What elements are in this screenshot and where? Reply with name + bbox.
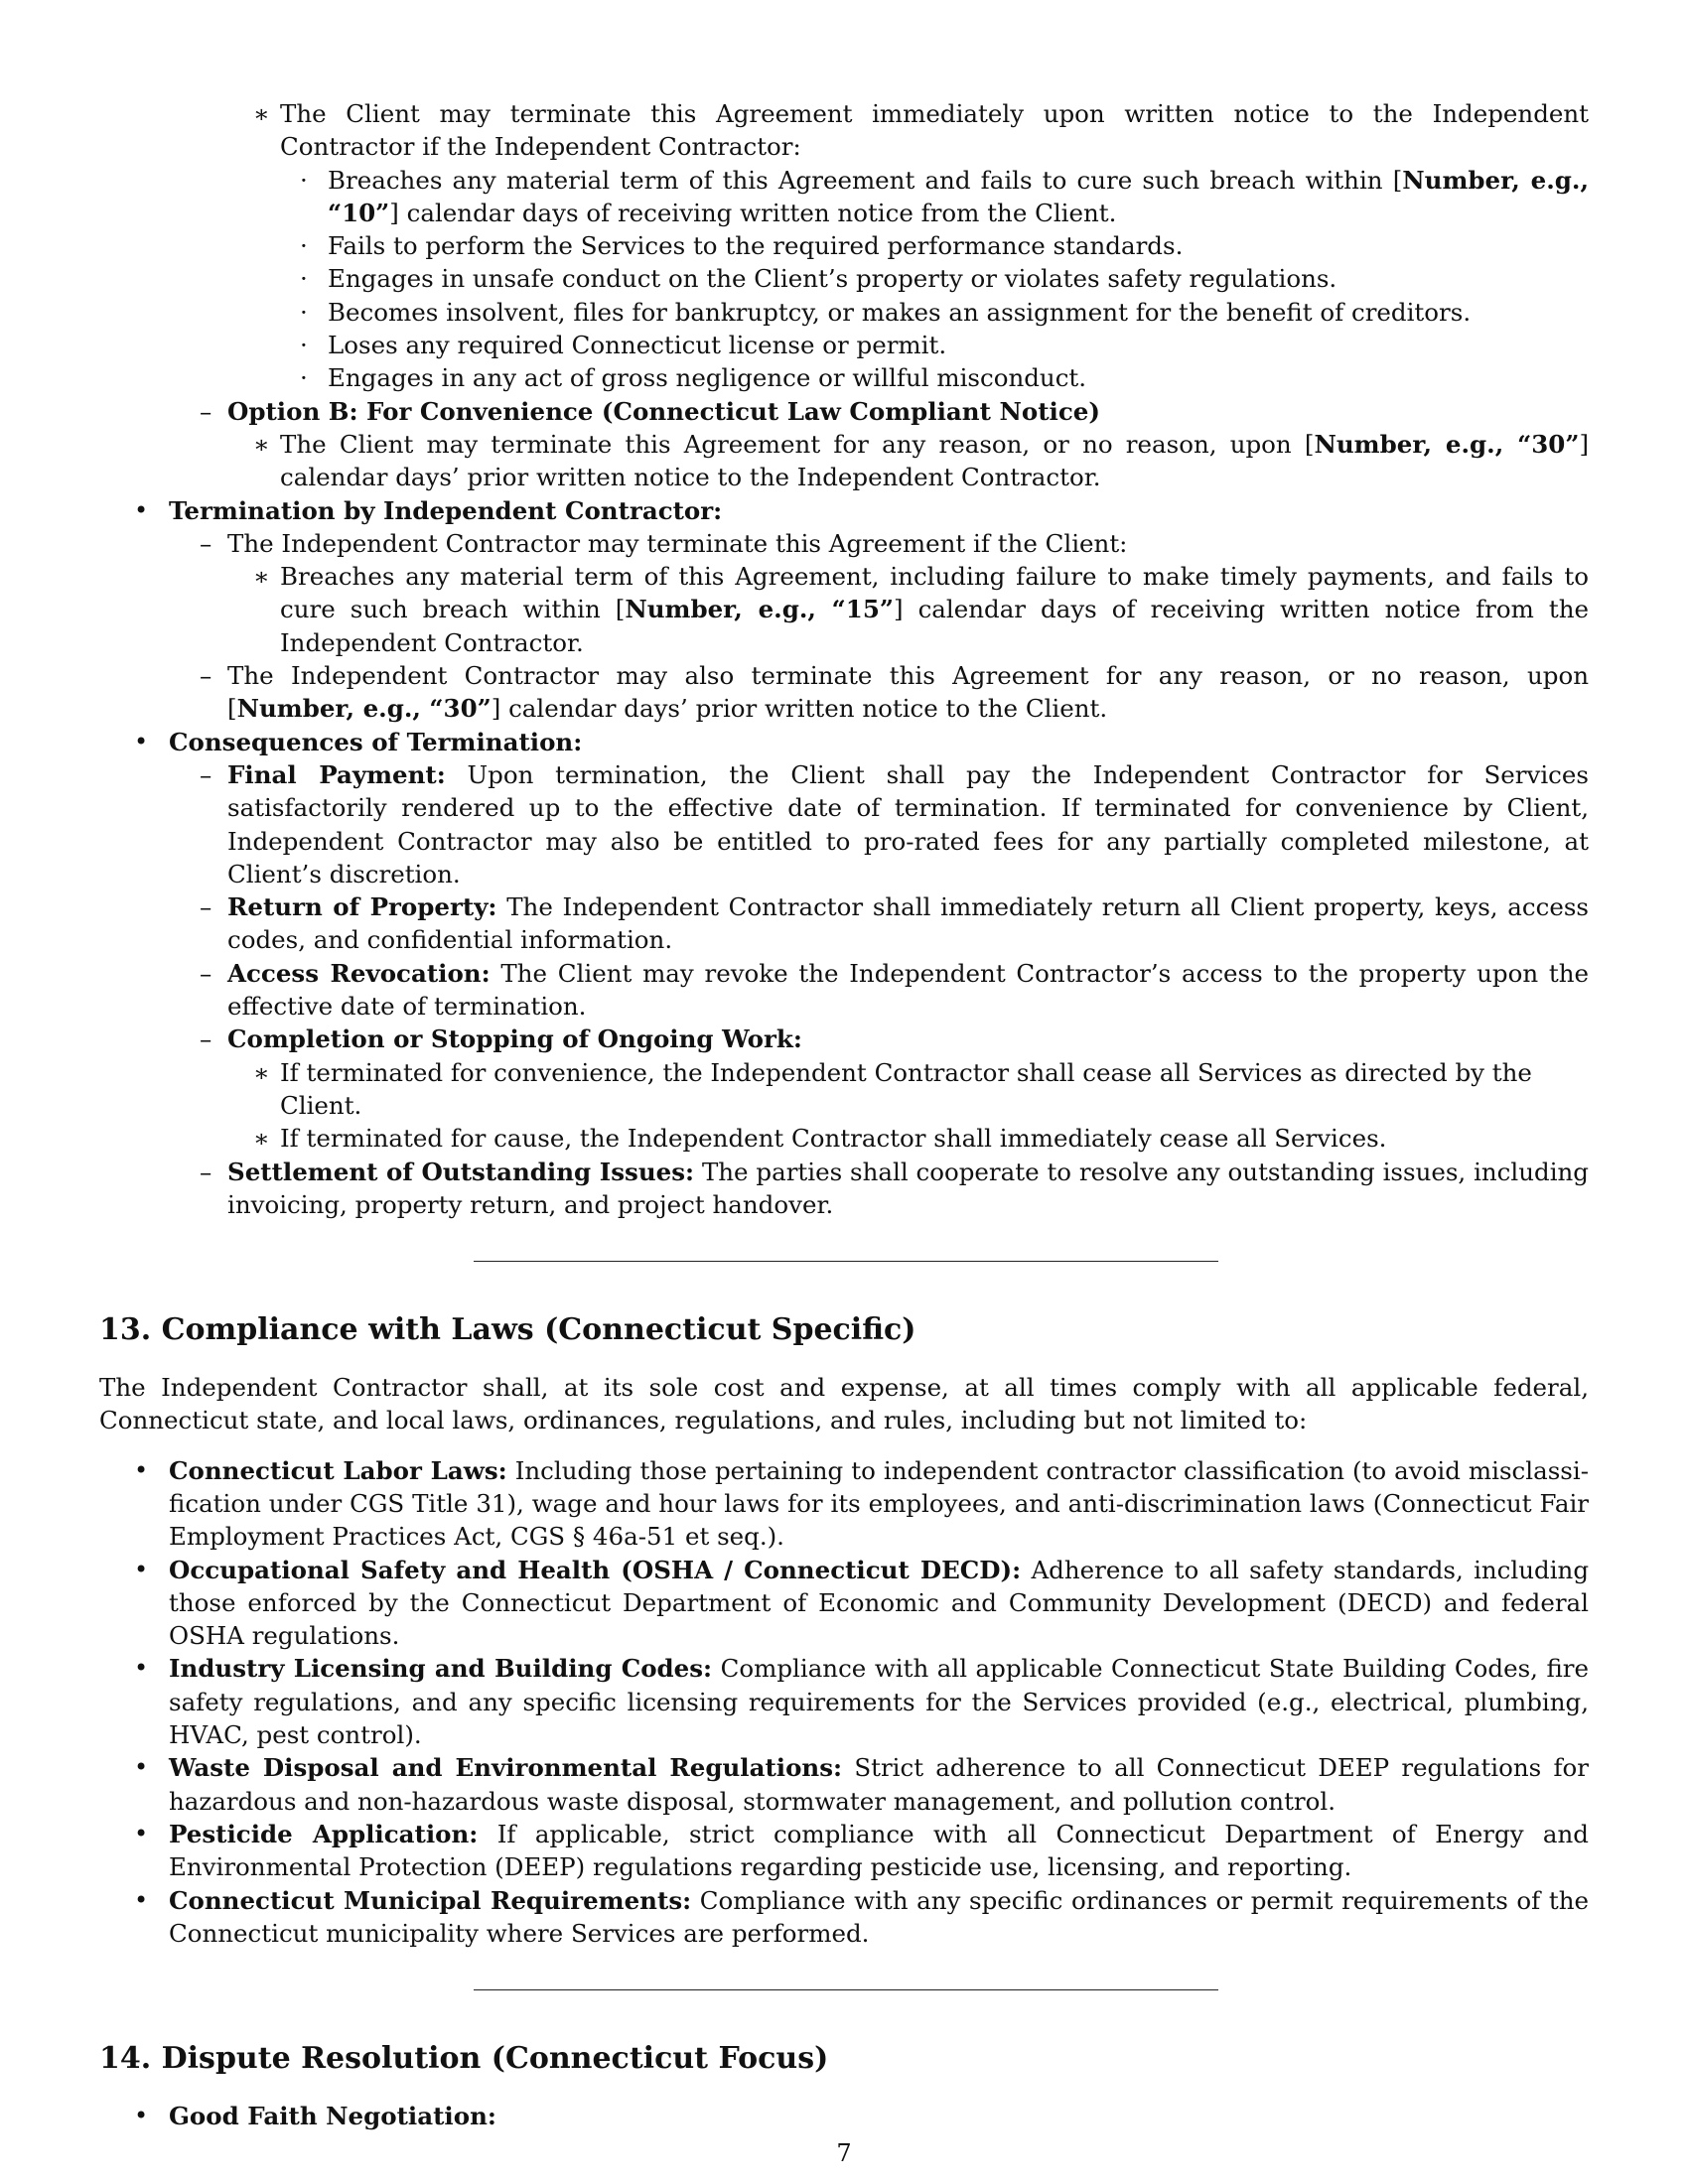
item-label: Good Faith Negotiation: — [169, 2102, 496, 2131]
bullet-marker: • — [134, 1455, 149, 1484]
dot-marker: · — [300, 264, 308, 294]
asterisk-marker: ∗ — [253, 99, 270, 128]
page-number: 7 — [836, 2139, 852, 2167]
item-text: The parties shall cooperate to resolve any outstanding issues, including invoicing, property return, and project handover. — [227, 1157, 1589, 1219]
item-label: Waste Disposal and Environmental Regulations: — [169, 1753, 843, 1783]
reason-text: Loses any required Connecticut license or permit. — [328, 331, 947, 360]
dash-marker: – — [200, 396, 212, 426]
section-14-heading: 14. Dispute Resolution (Connecticut Focus) — [99, 2041, 829, 2077]
item-label: Settlement of Outstanding Issues: — [227, 1157, 695, 1186]
asterisk-marker: ∗ — [253, 1057, 270, 1087]
dash-marker: – — [200, 1024, 212, 1054]
item-text: The Independent Contractor shall immediately return all Client property, keys, access codes, and confidential information. — [227, 892, 1589, 955]
list-item-contractor-reason — [99, 560, 1589, 659]
list-item-compliance — [99, 1454, 1589, 1554]
dot-marker: · — [300, 363, 308, 393]
item-label: Occupational Safety and Health (OSHA / Connecticut DECD): — [169, 1555, 1022, 1584]
option-b-heading: Option B: For Convenience (Connecticut Law Compliant Notice) — [227, 396, 1100, 426]
item-label: Completion or Stopping of Ongoing Work: — [227, 1024, 802, 1054]
list-item-option-b-text — [99, 428, 1589, 494]
list-item-compliance — [99, 1884, 1589, 1951]
item-text: Including those pertaining to independent contractor classification (to avoid misclassi-fication under CGS Title 31), wage and hour laws for its employees, and anti-discrimination laws (Connecticut Fair Employment Practices Act, CGS § 46a-51 et seq.). — [169, 1455, 1589, 1552]
option-b-text: ] calendar days’ prior written notice to the Independent Contractor. — [280, 429, 1590, 492]
bullet-marker: • — [134, 1753, 149, 1782]
item-text: If applicable, strict compliance with all Connecticut Department of Energy and Environmental Protection (DEEP) regulations regarding pesticide use, licensing, and reporting. — [169, 1819, 1589, 1882]
dot-marker: · — [300, 165, 308, 195]
contractor-intro-text: The Independent Contractor may terminate this Agreement if the Client: — [227, 528, 1128, 558]
reason-text: ] calendar days of receiving written notice from the Client. — [389, 198, 1117, 227]
list-item-ongoing-work — [99, 1023, 1589, 1055]
item-text: Compliance with all applicable Connecticut State Building Codes, fire safety regulations, and any specific licensing requirements for the Services provided (e.g., electrical, plumbing, HVAC, pest control). — [169, 1654, 1589, 1750]
dash-marker: – — [200, 759, 212, 789]
list-item-settlement — [99, 1156, 1589, 1222]
bullet-marker: • — [134, 2102, 149, 2130]
list-item-compliance — [99, 1652, 1589, 1751]
list-item-reason — [99, 361, 1589, 394]
bullet-marker: • — [134, 1819, 149, 1847]
item-label: Return of Property: — [227, 892, 497, 922]
list-item-reason — [99, 164, 1589, 230]
bullet-marker: • — [134, 1555, 149, 1583]
contractor-reason-text: Breaches any material term of this Agreement, including failure to make timely payments, and fails to cure such breach within [ — [280, 562, 1589, 624]
dash-marker: – — [200, 1157, 212, 1186]
option-b-text: The Client may terminate this Agreement for any reason, or no reason, upon [ — [280, 429, 1315, 459]
item-text: Compliance with any specific ordinances or permit requirements of the Connecticut municipality where Services are performed. — [169, 1885, 1589, 1948]
placeholder-number: Number, e.g., “10” — [328, 165, 1589, 227]
reason-text: Fails to perform the Services to the required performance standards. — [328, 231, 1184, 261]
cause-item-text: The Client may terminate this Agreement immediately upon written notice to the Independent Contractor if the Independent Contractor: — [280, 99, 1589, 162]
list-item-reason — [99, 262, 1589, 295]
contractor-convenience-text: ] calendar days’ prior written notice to the Client. — [491, 694, 1108, 724]
item-label: Industry Licensing and Building Codes: — [169, 1654, 713, 1684]
list-item-compliance — [99, 1818, 1589, 1884]
list-item-dispute — [99, 2100, 1589, 2132]
bullet-marker: • — [134, 495, 149, 524]
dash-marker: – — [200, 528, 212, 558]
list-item-reason — [99, 296, 1589, 329]
list-item-reason — [99, 329, 1589, 361]
list-item-final-payment — [99, 758, 1589, 890]
item-label: Final Payment: — [227, 759, 446, 789]
asterisk-marker: ∗ — [253, 1124, 270, 1154]
dot-marker: · — [300, 297, 308, 327]
list-item-contractor-convenience — [99, 659, 1589, 726]
list-item-reason — [99, 229, 1589, 262]
list-item-compliance — [99, 1554, 1589, 1653]
cause-reasons-list — [99, 164, 1589, 395]
list-item-cause — [99, 97, 1589, 164]
item-text: Upon termination, the Client shall pay the Independent Contractor for Services satisfactorily rendered up to the effective date of termination. If terminated for convenience by Client, Independent Contractor may also be entitled to pro-rated fees for any partially completed milestone, at Client’s discretion. — [227, 759, 1589, 888]
section-13-intro: The Independent Contractor shall, at its sole cost and expense, at all times comply with all applicable federal, Connecticut state, and local laws, ordinances, regulations, and rules, including but not limited to: — [99, 1373, 1589, 1435]
item-text: Strict adherence to all Connecticut DEEP regulations for hazardous and non-hazardous waste disposal, stormwater management, and pollution control. — [169, 1753, 1590, 1816]
dash-marker: – — [200, 958, 212, 988]
dash-marker: – — [200, 661, 212, 691]
list-item-consequences — [99, 726, 1589, 758]
list-item-contractor-intro — [99, 527, 1589, 560]
list-item-option-b — [99, 395, 1589, 428]
bullet-marker: • — [134, 1885, 149, 1914]
item-text: The Client may revoke the Independent Contractor’s access to the property upon the effective date of termination. — [227, 958, 1589, 1022]
list-item-ongoing-convenience — [99, 1056, 1589, 1123]
item-label: Connecticut Labor Laws: — [169, 1455, 507, 1485]
placeholder-number: Number, e.g., “30” — [1314, 429, 1580, 459]
item-label: Connecticut Municipal Requirements: — [169, 1885, 692, 1915]
bullet-marker: • — [134, 727, 149, 755]
list-item-ongoing-cause — [99, 1122, 1589, 1155]
by-contractor-heading: Termination by Independent Contractor: — [169, 495, 723, 525]
ongoing-work-text: If terminated for convenience, the Independent Contractor shall cease all Services as directed by the Client. — [280, 1057, 1532, 1120]
reason-text: Engages in unsafe conduct on the Client’s property or violates safety regulations. — [328, 264, 1337, 294]
item-text: Adherence to all safety standards, including those enforced by the Connecticut Department of Economic and Community Development (DECD) and federal OSHA regulations. — [169, 1555, 1590, 1651]
item-label: Access Revocation: — [227, 958, 491, 988]
reason-text: Breaches any material term of this Agreement and fails to cure such breach within [ — [328, 165, 1403, 195]
list-item-access-revocation — [99, 957, 1589, 1024]
reason-text: Engages in any act of gross negligence or willful misconduct. — [328, 363, 1087, 393]
horizontal-divider — [474, 1261, 1218, 1262]
list-item-return-property — [99, 890, 1589, 957]
ongoing-work-text: If terminated for cause, the Independent Contractor shall immediately cease all Services. — [280, 1124, 1387, 1154]
asterisk-marker: ∗ — [253, 429, 270, 459]
placeholder-number: Number, e.g., “30” — [236, 694, 492, 724]
consequences-heading: Consequences of Termination: — [169, 727, 583, 756]
list-item-compliance — [99, 1751, 1589, 1818]
list-item-by-contractor — [99, 494, 1589, 527]
dash-marker: – — [200, 892, 212, 922]
section-13-heading: 13. Compliance with Laws (Connecticut Specific) — [99, 1312, 916, 1348]
placeholder-number: Number, e.g., “15” — [625, 595, 894, 624]
horizontal-divider — [474, 1989, 1218, 1990]
contractor-reason-text: ] calendar days of receiving written notice from the Independent Contractor. — [280, 595, 1589, 657]
reason-text: Becomes insolvent, files for bankruptcy, or makes an assignment for the benefit of creditors. — [328, 297, 1472, 327]
contractor-convenience-text: The Independent Contractor may also terminate this Agreement for any reason, or no reason, upon [ — [227, 661, 1589, 724]
bullet-marker: • — [134, 1654, 149, 1683]
asterisk-marker: ∗ — [253, 562, 270, 592]
dot-marker: · — [300, 231, 308, 261]
section-13-list — [99, 1454, 1589, 1950]
document-page — [99, 97, 1589, 2132]
dot-marker: · — [300, 331, 308, 360]
item-label: Pesticide Application: — [169, 1819, 479, 1848]
